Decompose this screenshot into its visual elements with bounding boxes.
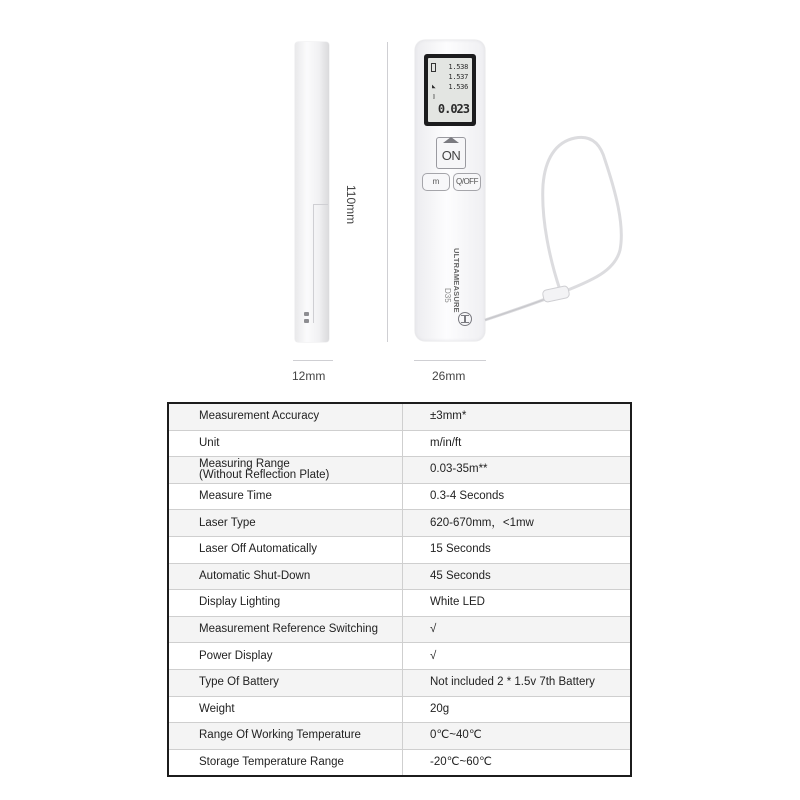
table-row [168,669,631,696]
spec-value: 15 Seconds [403,536,632,563]
spec-label: Automatic Shut-Down [168,563,403,590]
spec-label: Range Of Working Temperature [168,723,403,750]
width-dimension-label: 26mm [432,369,466,383]
spec-label: Storage Temperature Range [168,749,403,776]
spec-value: 20g [403,696,632,723]
spec-value: White LED [403,590,632,617]
spec-value: Not included 2 * 1.5v 7th Battery [403,669,632,696]
lcd-reading: 1.536 [448,83,468,91]
table-row [168,430,631,457]
unit-button-label: m [432,177,440,186]
spec-label: Laser Type [168,510,403,537]
on-measure-button[interactable] [436,137,466,169]
lcd-main-reading: 0.023 [437,102,469,116]
table-row [168,749,631,776]
spec-value: m/in/ft [403,430,632,457]
unit-button[interactable] [422,173,450,191]
table-row [168,723,631,750]
table-row [168,643,631,670]
lcd-screen [424,54,476,126]
spec-value: 45 Seconds [403,563,632,590]
spec-value: √ [403,616,632,643]
brand-label: ULTRAMEASURE [452,248,461,313]
reference-icon: ▯ [432,93,436,100]
table-row [168,457,631,484]
depth-dimension-label: 12mm [292,369,326,383]
spec-label-sub: (Without Reflection Plate) [199,468,330,481]
height-dimension-line [387,42,388,342]
table-row [168,403,631,430]
spec-table [167,402,632,777]
spec-value: -20℃~60℃ [403,749,632,776]
angle-icon: ◣ [432,83,436,90]
lcd-display [428,58,472,122]
spec-value: 0℃~40℃ [403,723,632,750]
table-row [168,536,631,563]
spec-value: √ [403,643,632,670]
device-side-view [295,42,329,342]
spec-label: Display Lighting [168,590,403,617]
battery-cover-seam [313,204,328,323]
contact-pin [304,319,309,323]
contact-pin [304,312,309,316]
table-row [168,590,631,617]
table-row [168,696,631,723]
off-button-label: Q/OFF [456,177,478,186]
spec-label: Laser Off Automatically [168,536,403,563]
table-row [168,510,631,537]
spec-label: Type Of Battery [168,669,403,696]
on-button-label: ON [441,148,461,163]
table-row [168,483,631,510]
table-row [168,563,631,590]
table-row [168,616,631,643]
spec-label: Measurement Reference Switching [168,616,403,643]
spec-label-cell [168,457,403,484]
battery-icon [431,63,436,72]
spec-label: Measurement Accuracy [168,403,403,430]
spec-value: 0.03-35m** [403,457,632,484]
height-dimension-label: 110mm [344,185,358,225]
spec-label: Power Display [168,643,403,670]
spec-label: Weight [168,696,403,723]
lcd-reading: 1.538 [448,63,468,71]
wrist-strap [475,130,635,330]
spec-label: Measure Time [168,483,403,510]
product-figure [0,0,800,395]
lcd-reading: 1.537 [448,73,468,81]
spec-label: Unit [168,430,403,457]
model-label: D35 [443,288,452,303]
spec-value: 620-670mm，<1mw [403,510,632,537]
spec-value: ±3mm* [403,403,632,430]
width-dimension-line [414,360,486,361]
spec-value: 0.3-4 Seconds [403,483,632,510]
depth-dimension-line [293,360,333,361]
ruler-logo-icon [458,312,472,326]
spec-label: Measuring Range [199,457,290,470]
up-arrow-icon [443,137,459,143]
